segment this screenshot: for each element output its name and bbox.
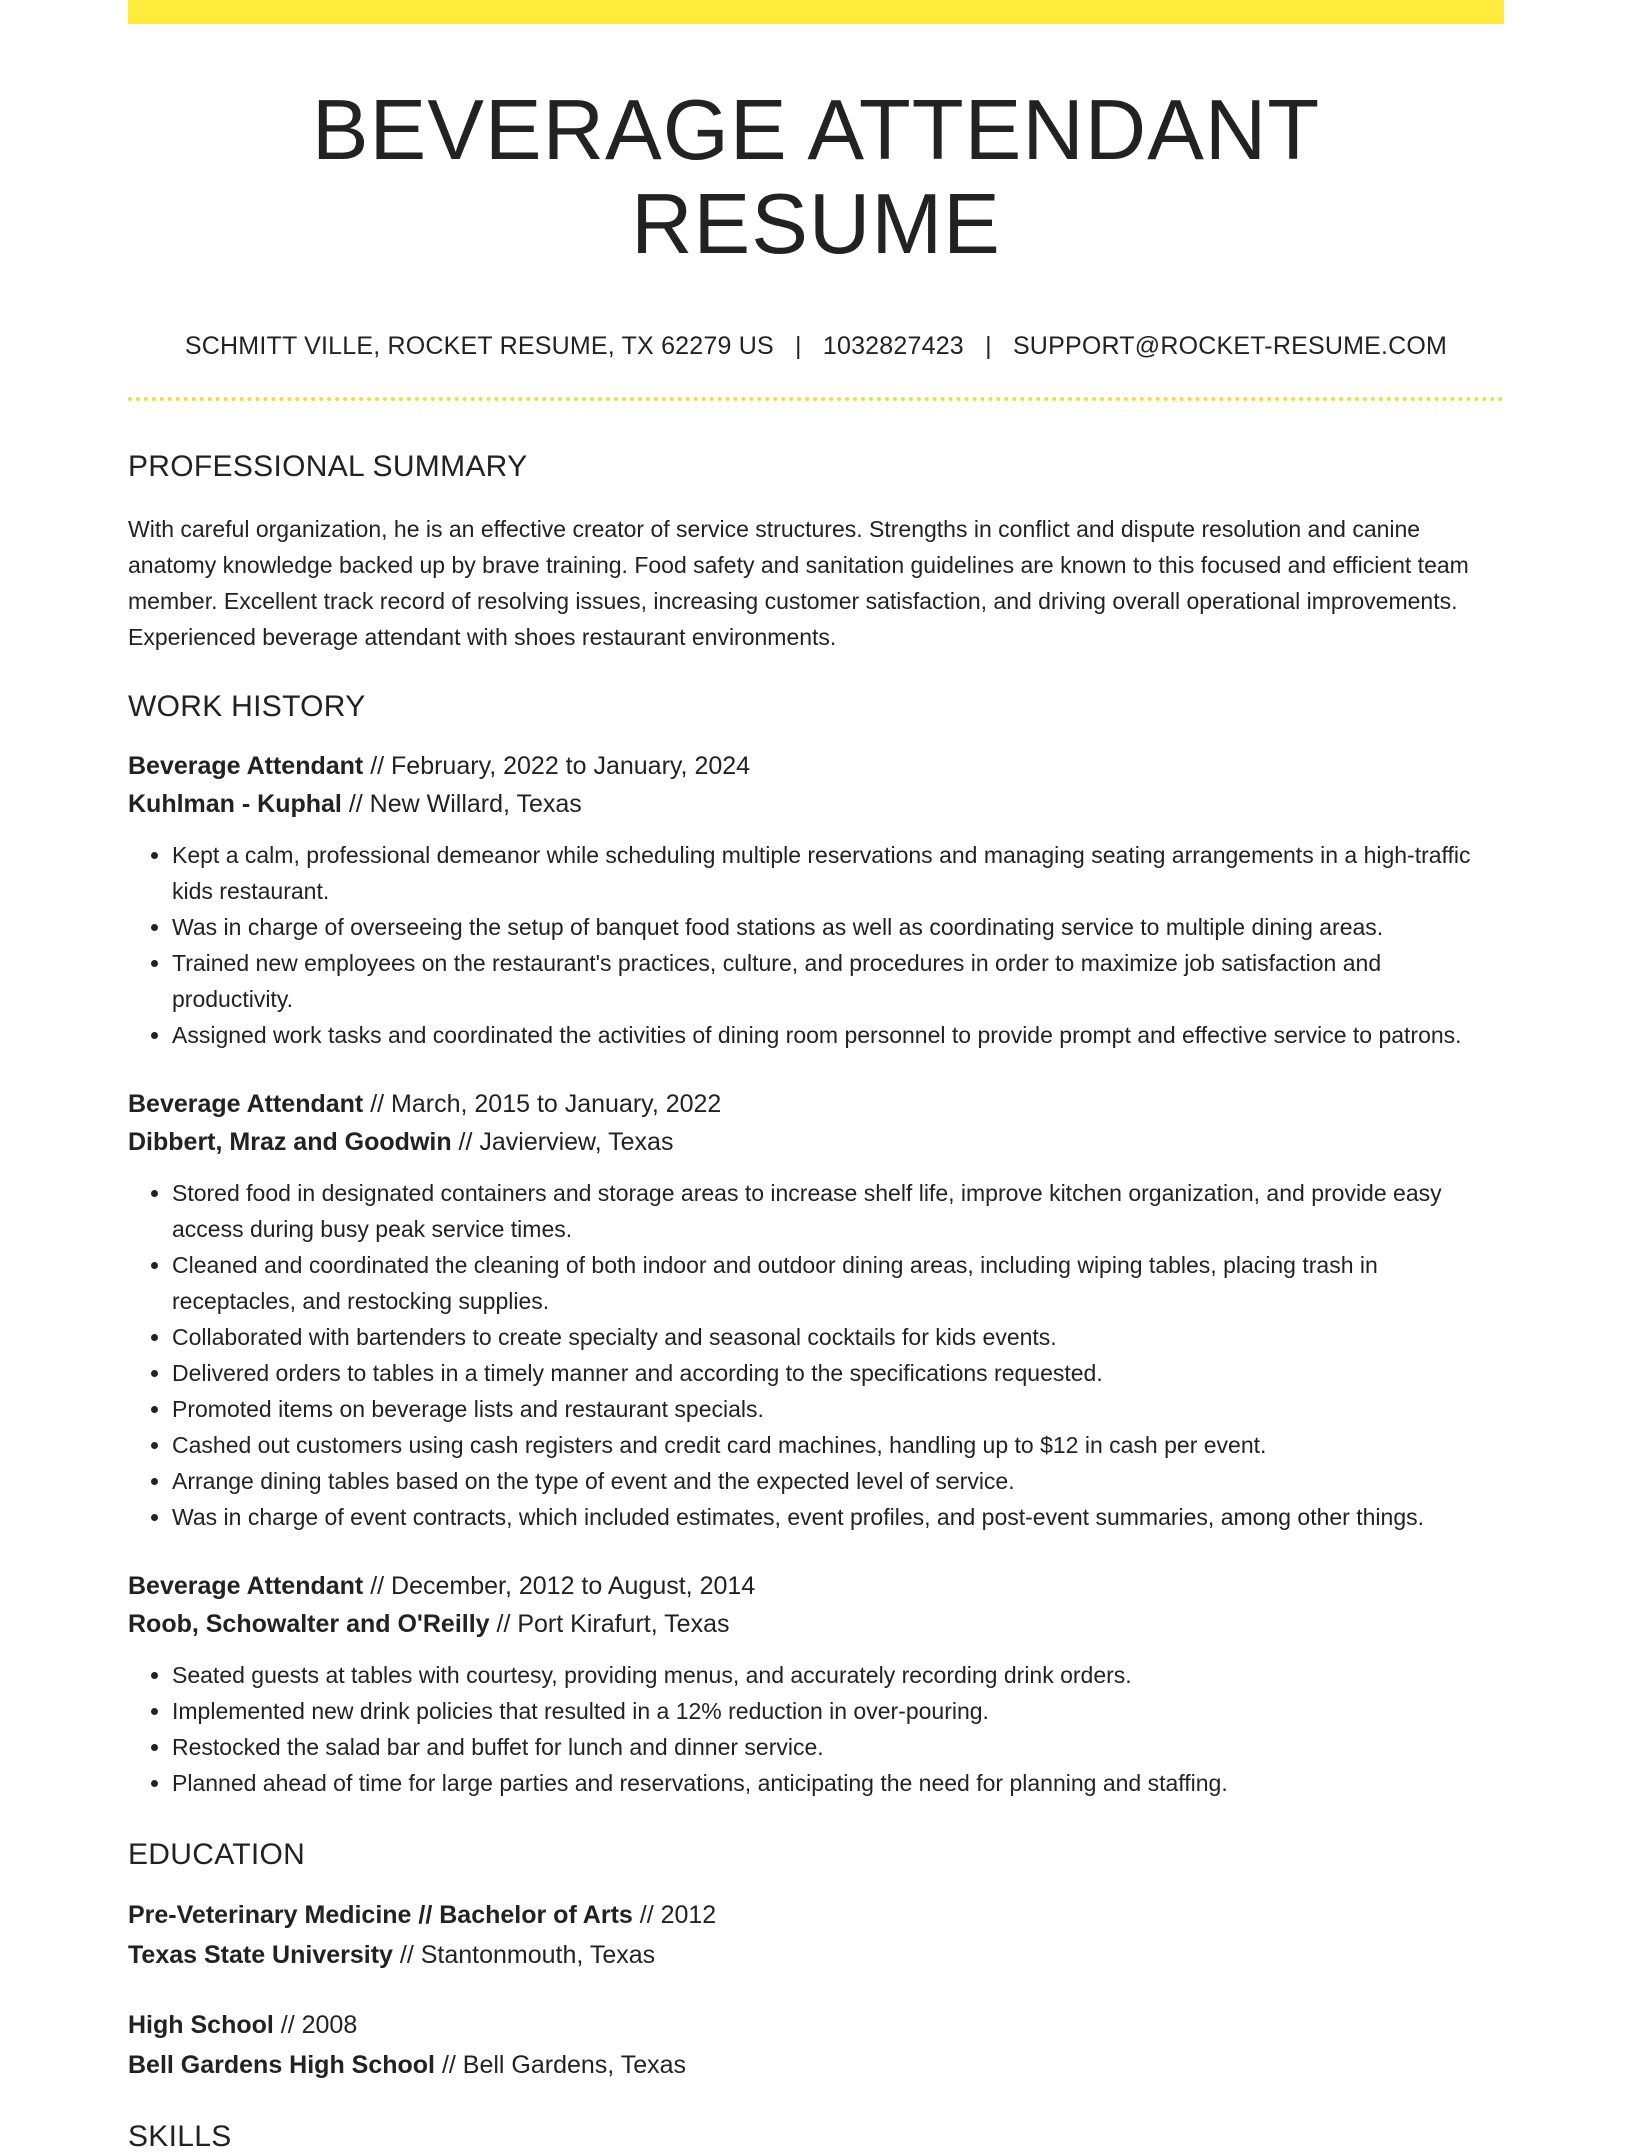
bullet-item: • Delivered orders to tables in a timely manner and according to the specifications requested. [172, 1355, 1504, 1391]
degree: Pre-Veterinary Medicine // Bachelor of Arts [128, 1901, 633, 1929]
contact-phone: 1032827423 [822, 332, 964, 360]
job-company: Kuhlman - Kuphal [128, 790, 342, 818]
job-dates: // December, 2012 to August, 2014 [363, 1572, 756, 1600]
job-location: // New Willard, Texas [341, 790, 582, 818]
dotted-divider [128, 397, 1504, 405]
bullet-item: • Arrange dining tables based on the type of event and the expected level of service. [172, 1463, 1504, 1499]
contact-separator: | [795, 332, 802, 360]
job-location: // Javierview, Texas [451, 1128, 674, 1156]
bullet-item: • Promoted items on beverage lists and restaurant specials. [172, 1391, 1504, 1427]
summary-heading: PROFESSIONAL SUMMARY [128, 450, 528, 483]
job-title: Beverage Attendant [128, 752, 364, 780]
summary-text: With careful organization, he is an effective creator of service structures. Strengths in conflict and dispute resolution and canine anatomy knowledge backed up by brave training. Food safety and sanitation guidelines are known to this focused and efficient team member. Excellent track record of resolving issues, increasing customer satisfaction, and driving overall operational improvements. Experienced beverage attendant with shoes restaurant environments. [128, 516, 1469, 650]
degree-year: // 2008 [273, 2011, 358, 2039]
bullet-item: • Cleaned and coordinated the cleaning of both indoor and outdoor dining areas, including wiping tables, placing trash in receptacles, and restocking supplies. [172, 1247, 1504, 1319]
bullet-item: • Was in charge of event contracts, which included estimates, event profiles, and post-event summaries, among other things. [172, 1499, 1504, 1535]
job-title: Beverage Attendant [128, 1572, 364, 1600]
education-heading: EDUCATION [128, 1838, 306, 1871]
job-company: Roob, Schowalter and O'Reilly [128, 1610, 490, 1638]
job-bullets [128, 837, 1504, 1053]
job-title-line [128, 1567, 1504, 1605]
bullet-item: • Planned ahead of time for large parties and reservations, anticipating the need for planning and staffing. [172, 1765, 1504, 1801]
contact-address: SCHMITT VILLE, ROCKET RESUME, TX 62279 US [184, 332, 774, 360]
contact-separator: | [985, 332, 992, 360]
top-accent-bar [128, 0, 1504, 24]
job-bullets [128, 1175, 1504, 1535]
bullet-item: • Seated guests at tables with courtesy, providing menus, and accurately recording drink orders. [172, 1657, 1504, 1693]
job-title-line [128, 747, 1504, 785]
bullet-item: • Was in charge of overseeing the setup of banquet food stations as well as coordinating service to multiple dining areas. [172, 909, 1504, 945]
bullet-item: • Implemented new drink policies that resulted in a 12% reduction in over-pouring. [172, 1693, 1504, 1729]
skills-heading: SKILLS [128, 2120, 232, 2153]
contact-line [128, 331, 1504, 361]
school: Texas State University [128, 1941, 393, 1969]
job-title-line [128, 1085, 1504, 1123]
job-entry [128, 1567, 1504, 1801]
degree-line [128, 1895, 1504, 1935]
page-title: BEVERAGE ATTENDANT RESUME [311, 83, 1321, 272]
job-bullets [128, 1657, 1504, 1801]
school-location: // Bell Gardens, Texas [435, 2051, 687, 2079]
work-history-heading: WORK HISTORY [128, 690, 366, 723]
job-entry [128, 1085, 1504, 1535]
bullet-item: • Collaborated with bartenders to create specialty and seasonal cocktails for kids events. [172, 1319, 1504, 1355]
education-entry [128, 1895, 1504, 1975]
bullet-item: • Trained new employees on the restaurant's practices, culture, and procedures in order to maximize job satisfaction and productivity. [172, 945, 1504, 1017]
job-company-line [128, 1123, 1504, 1161]
job-entry [128, 747, 1504, 1053]
school-location: // Stantonmouth, Texas [392, 1941, 656, 1969]
job-title: Beverage Attendant [128, 1090, 364, 1118]
school-line [128, 2045, 1504, 2085]
job-dates: // March, 2015 to January, 2022 [363, 1090, 722, 1118]
bullet-item: • Assigned work tasks and coordinated the activities of dining room personnel to provide prompt and effective service to patrons. [172, 1017, 1504, 1053]
job-company-line [128, 785, 1504, 823]
job-company-line [128, 1605, 1504, 1643]
education-entry [128, 2005, 1504, 2085]
resume-page [128, 0, 1504, 2155]
job-dates: // February, 2022 to January, 2024 [363, 752, 751, 780]
school: Bell Gardens High School [128, 2051, 435, 2079]
degree: High School [128, 2011, 274, 2039]
degree-year: // 2012 [632, 1901, 717, 1929]
bullet-item: • Cashed out customers using cash registers and credit card machines, handling up to $12 in cash per event. [172, 1427, 1504, 1463]
job-company: Dibbert, Mraz and Goodwin [128, 1128, 452, 1156]
bullet-item: • Kept a calm, professional demeanor while scheduling multiple reservations and managing seating arrangements in a high-traffic kids restaurant. [172, 837, 1504, 909]
bullet-item: • Stored food in designated containers and storage areas to increase shelf life, improve kitchen organization, and provide easy access during busy peak service times. [172, 1175, 1504, 1247]
contact-email: SUPPORT@ROCKET-RESUME.COM [1012, 332, 1448, 360]
job-location: // Port Kirafurt, Texas [489, 1610, 730, 1638]
degree-line [128, 2005, 1504, 2045]
school-line [128, 1935, 1504, 1975]
bullet-item: • Restocked the salad bar and buffet for lunch and dinner service. [172, 1729, 1504, 1765]
